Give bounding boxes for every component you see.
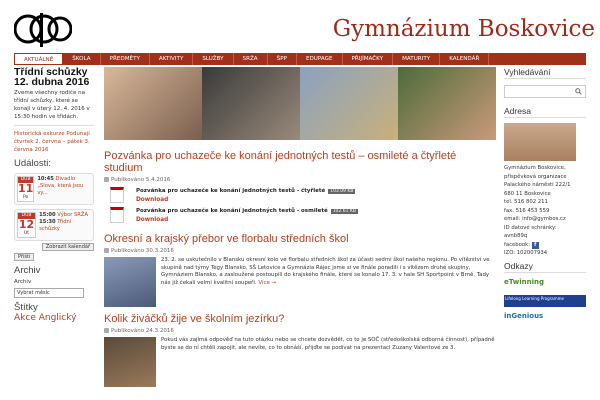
archive-month-select[interactable]: Vybrat měsíc [14,288,84,298]
facebook-icon[interactable]: f [532,242,539,249]
post-excerpt: Pokud vás zajímá odpověď na tuto otázku nebo se chcete dozvědět, co to je SOČ (středoškolská odborná činnost), případně byste se do ní chtěli zapojit, ale nevíte, co to obnáší, přijďte se podívat na prezentaci Zuzany Valentové ze 3. [161,337,495,351]
right-sidebar [504,67,586,324]
tags-title: Štítky [14,302,38,313]
hero-banner [104,67,496,140]
event-item[interactable]: DUB 11 Po 10:45 Divadlo „Slova, která jsou vy... [14,173,94,205]
announcement-text: Zveme všechny rodiče na třídní schůzky, které se konají v úterý 12. 4. 2016 v 15:30 hodin ve třídách. [14,90,90,120]
attachment-name: Pozvánka pro uchazeče ke konání jednotných testů - osmileté [136,208,328,214]
address-block: Gymnázium Boskovice, příspěvková organizace Palackého náměstí 222/1 680 11 Boskovice tel. 516 802 211 fax. 516 453 559 email: info@gymbos.cz ID datové schránky: avnb89q facebook: f IZO: 102007934 [504,165,571,256]
announcement-title: Třídní schůzky 12. dubna 2016 [14,66,90,88]
event-link[interactable]: Divadlo „Slova, která jsou vy... [37,176,84,196]
links-title: Odkazy [504,261,586,273]
attachment [110,187,496,203]
post-thumbnail[interactable] [104,257,156,307]
next-button[interactable]: Příští [14,253,34,261]
nav-item-maturity[interactable]: MATURITY [393,53,440,65]
attachment [110,207,496,223]
file-size-badge: 103.09 KB [330,189,354,194]
post-thumbnail[interactable] [104,337,156,387]
pdf-icon [110,187,124,203]
post-title[interactable]: Pozvánka pro uchazeče ke konání jednotných testů – osmileté a čtyřleté studium [104,150,457,174]
nav-item-edupage[interactable]: EDUPAGE [297,53,343,65]
calendar-icon: DUB 11 Po [18,177,34,200]
post-excerpt: 23. 2. se uskutečnilo v Blansku okresní kolo ve florbalu středních škol za účasti sedmi škol našeho regionu. Po vítězství ve skupině nad týmy Tegy Blansko, SŠ Letovice a Gymnázia Rájec jsme si ve finále poradili i s vítězem druhé skupiny, Gymnáziem Blansko, a zasloužené postoupili do krajského finále, které se konalo 17. 3. v hale SH Sportpoint v Brně. Tady nás již čekali velmi kvalitní soupeři. Více → [161,257,490,286]
event-link[interactable]: Třídní schůzky [39,219,72,232]
pdf-icon [110,207,124,223]
hero-photo [398,67,496,140]
site-title[interactable]: Gymnázium Boskovice [332,16,595,42]
attachment-name: Pozvánka pro uchazeče ke konání jednotných testů - čtyřleté [136,188,326,194]
nav-item-aktualne[interactable]: AKTUÁLNĚ [14,53,63,65]
post-date: Publikováno 5.4.2016 [104,177,496,183]
post-date: Publikováno 24.3.2016 [104,328,496,334]
nav-item-skola[interactable]: ŠKOLA [63,53,100,65]
calendar-icon: DUB 12 Út [18,213,35,236]
nav-item-kalendar[interactable]: KALENDÁŘ [440,53,489,65]
show-calendar-button[interactable]: Zobrazit kalendář [42,243,94,251]
main-nav [14,53,586,65]
address-title: Adresa [504,106,586,118]
event-link[interactable]: Výbor SRŽA [57,212,89,218]
hero-photo [202,67,300,140]
archive-title: Archiv [14,265,41,276]
nav-item-sluzby[interactable]: SLUŽBY [193,53,233,65]
left-sidebar [14,67,94,323]
download-link[interactable]: Download [136,197,169,203]
school-building-photo [504,123,576,161]
nav-item-aktivity[interactable]: AKTIVITY [150,53,193,65]
download-link[interactable]: Download [136,217,169,223]
ingenious-logo[interactable]: inGenious [504,311,544,320]
event-item[interactable]: DUB 12 Út 15:00 Výbor SRŽA 15:30 Třídní schůzky [14,209,94,241]
llp-logo[interactable]: Lifelong Learning Programme [504,295,586,307]
events-title: Události: [14,158,51,169]
search-input[interactable] [504,85,586,98]
file-size-badge: 102.61 KB [332,209,356,214]
post-title[interactable]: Okresní a krajský přebor ve florbalu středních škol [104,233,349,245]
post-title[interactable]: Kolik živáčků žije ve školním jezírku? [104,313,285,325]
hero-photo [104,67,202,140]
search-icon[interactable] [575,88,582,95]
school-logo[interactable] [14,7,72,51]
nav-item-srza[interactable]: SRŽA [234,53,268,65]
tag-cloud[interactable]: Akce Anglický [14,313,77,323]
etwinning-logo[interactable]: eTwinning [504,277,544,286]
nav-item-prijimacky[interactable]: PŘIJÍMAČKY [343,53,394,65]
search-title: Vyhledávání [504,67,586,79]
nav-item-spp[interactable]: ŠPP [268,53,297,65]
read-more-link[interactable]: Více → [258,279,277,286]
archive-label: Archiv [14,279,32,285]
nav-item-predmety[interactable]: PŘEDMĚTY [101,53,150,65]
hero-photo [300,67,398,140]
post-date: Publikováno 30.3.2016 [104,248,496,254]
excursion-link[interactable]: Historická exkurze Podunají čtvrtek 2. června – pátek 3. června 2016 [14,131,90,153]
main-content [104,67,496,387]
